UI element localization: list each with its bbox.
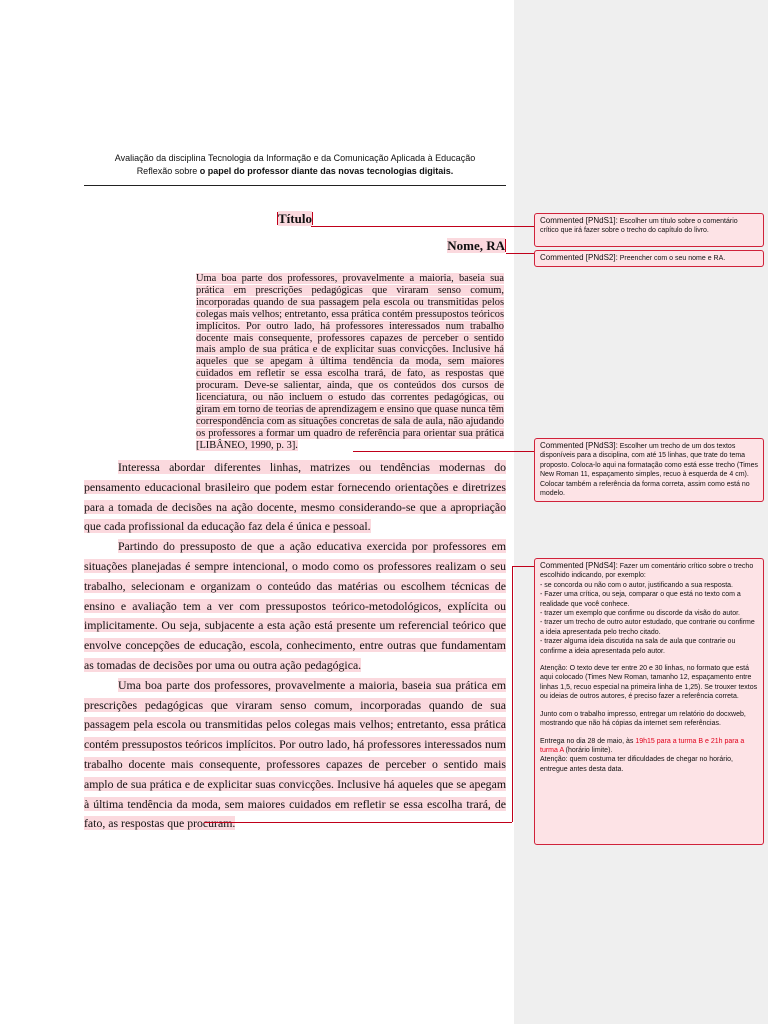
comment-label: Commented [PNdS3]:	[540, 441, 618, 450]
author-name[interactable]	[447, 238, 506, 254]
comment-2[interactable]	[534, 250, 764, 267]
header-line-1: Avaliação da disciplina Tecnologia da Informação e da Comunicação Aplicada à Educação	[114, 153, 476, 163]
comment-4[interactable]	[534, 558, 764, 845]
comment-label: Commented [PNdS4]:	[540, 561, 618, 570]
delivery-prefix: Entrega no dia 28 de maio, às	[540, 737, 636, 745]
comment-text: Escolher um título sobre o comentário crítico que irá fazer sobre o trecho do capítulo do livro.	[540, 218, 738, 235]
header-divider	[84, 185, 506, 186]
paragraph-text[interactable]: Interessa abordar diferentes linhas, matrizes ou tendências modernas do pensamento educacional brasileiro que podem estar fornecendo orientações e diretrizes para a tomada de decisões na ação docente, mesmo considerando-se que a apropriação que cada profissional da educação faz dela é única e pessoal.	[84, 460, 506, 534]
comment-text: Fazer um comentário crítico sobre o trecho escolhido indicando, por exemplo:	[540, 563, 754, 580]
document-title[interactable]	[277, 211, 313, 227]
comment-anchor-end	[505, 239, 506, 252]
comment-4-intro	[540, 561, 758, 581]
comment-connector-4-top	[512, 566, 535, 567]
comment-3[interactable]	[534, 438, 764, 502]
paragraph-text[interactable]: Uma boa parte dos professores, provavelmente a maioria, baseia sua prática em prescrições pedagógicas que viraram senso comum, incorporadas quando de sua passagem pela escola ou transmitidas pelos colegas mais velhos; entretanto, essa prática contém pressupostos teóricos implícitos. Por outro lado, há professores interessados num trabalho docente mais consequente, professores capazes de perceber o sentido mais amplo de sua prática e de explicitar suas convicções. Inclusive há aqueles que se apegam à última tendência da moda, sem maiores cuidados em refletir se essa escolha trará, de fato, as respostas que procuram.	[84, 677, 506, 831]
title-text[interactable]: Título	[278, 211, 312, 226]
comment-connector-2	[506, 253, 535, 254]
comment-label: Commented [PNdS2]:	[540, 253, 618, 262]
comment-4-item: - se concorda ou não com o autor, justificando a sua resposta.	[540, 581, 734, 589]
header-line-2-bold: o papel do professor diante das novas tecnologias digitais.	[199, 166, 454, 176]
comment-text: Escolher um trecho de um dos textos disponíveis para a disciplina, com até 15 linhas, que trate do tema proposto. Coloca-lo aqui na formatação como está esse trecho (Times New Roman 11, espaçamento simples, recuo à esquerda de 4 cm). Colocar também a referência da forma correta, assim como está no modelo.	[540, 443, 759, 498]
comment-label: Commented [PNdS1]:	[540, 216, 618, 225]
comment-1[interactable]	[534, 213, 764, 247]
body-text[interactable]	[84, 458, 506, 834]
document-header	[84, 152, 506, 178]
comment-connector-4-vertical	[512, 566, 513, 822]
comment-4-attention: Atenção: O texto deve ter entre 20 e 30 linhas, no formato que está aqui colocado (Times New Roman, tamanho 12, espaçamento entre linhas 1,5, recuo especial na primeira linha de 1,25). Se trouxer textos ou ideias de outros autores, é preciso fazer a referência correta.	[540, 665, 758, 701]
header-line-2-prefix: Reflexão sobre	[136, 166, 200, 176]
comment-4-item: - Fazer uma crítica, ou seja, comparar o que está no texto com a realidade que você conhece.	[540, 591, 741, 608]
comments-pane	[514, 0, 768, 1024]
comment-4-item: - trazer um exemplo que confirme ou discorde da visão do autor.	[540, 610, 740, 618]
comment-4-report: Junto com o trabalho impresso, entregar um relatório do docxweb, mostrando que não há cópias da internet sem referências.	[540, 710, 746, 728]
block-quote[interactable]	[196, 273, 504, 452]
body-paragraph[interactable]	[84, 537, 506, 676]
header-line-2	[84, 165, 506, 178]
comment-4-item: - trazer alguma ideia discutida na sala de aula que contrarie ou confirme a ideia apresentada pelo autor.	[540, 638, 736, 655]
body-paragraph[interactable]	[84, 458, 506, 537]
paragraph-text[interactable]: Partindo do pressuposto de que a ação educativa exercida por professores em situações planejadas é sempre intencional, o modo como os professores realizam o seu trabalho, selecionam e organizam o conteúdo das matérias ou escolhem técnicas de ensino e avaliação tem a ver com pressupostos teórico-metodológicos, explícita ou implicitamente. Ou seja, subjacente a esta ação está presente um referencial teórico que envolve concepções de educação, escola, conhecimento, entre outras que fundamentam as tomadas de decisões por uma ou outra ação pedagógica.	[84, 539, 506, 672]
quote-text[interactable]: Uma boa parte dos professores, provavelmente a maioria, baseia sua prática em prescrições pedagógicas que viraram senso comum, incorporadas quando de sua passagem pela escola ou transmitidas pelos colegas mais velhos; entretanto, essa prática contém pressupostos teóricos implícitos. Por outro lado, há professores interessados num trabalho docente mais consequente, professores capazes de perceber o sentido mais amplo de sua prática e de explicitar suas convicções. Inclusive há aqueles que se apegam à última tendência da moda, sem maiores cuidados em refletir se essa escolha trará, de fato, as respostas que procuram. Deve-se salientar, ainda, que os conteúdos dos cursos de licenciatura, ou não incluem o estudo das correntes pedagógicas, ou giram em torno de teorias de aprendizagem e ensino que quase nunca têm correspondência com as situações concretas de sala de aula, não ajudando os professores a formar um quadro de referência para orientar sua prática [LIBÂNEO, 1990, p. 3].	[196, 273, 504, 451]
comment-4-attention-2: Atenção: quem costuma ter dificuldades de chegar no horário, entregue antes desta data.	[540, 756, 734, 773]
comment-4-item: - trazer um trecho de outro autor estudado, que contrarie ou confirme a ideia apresentada pelo trecho citado.	[540, 619, 755, 636]
delivery-highlight: 19h15 para a turma B e 21h para a turma A	[540, 737, 745, 754]
comment-anchor-end	[312, 212, 313, 225]
delivery-suffix: (horário limite).	[563, 746, 613, 754]
body-paragraph[interactable]	[84, 676, 506, 834]
comment-connector-1	[311, 226, 535, 227]
author-text[interactable]: Nome, RA	[447, 238, 505, 253]
comment-4-delivery	[540, 737, 758, 756]
comment-connector-3	[353, 451, 535, 452]
comment-text: Preencher com o seu nome e RA.	[619, 255, 726, 262]
comment-connector-4	[204, 822, 512, 823]
